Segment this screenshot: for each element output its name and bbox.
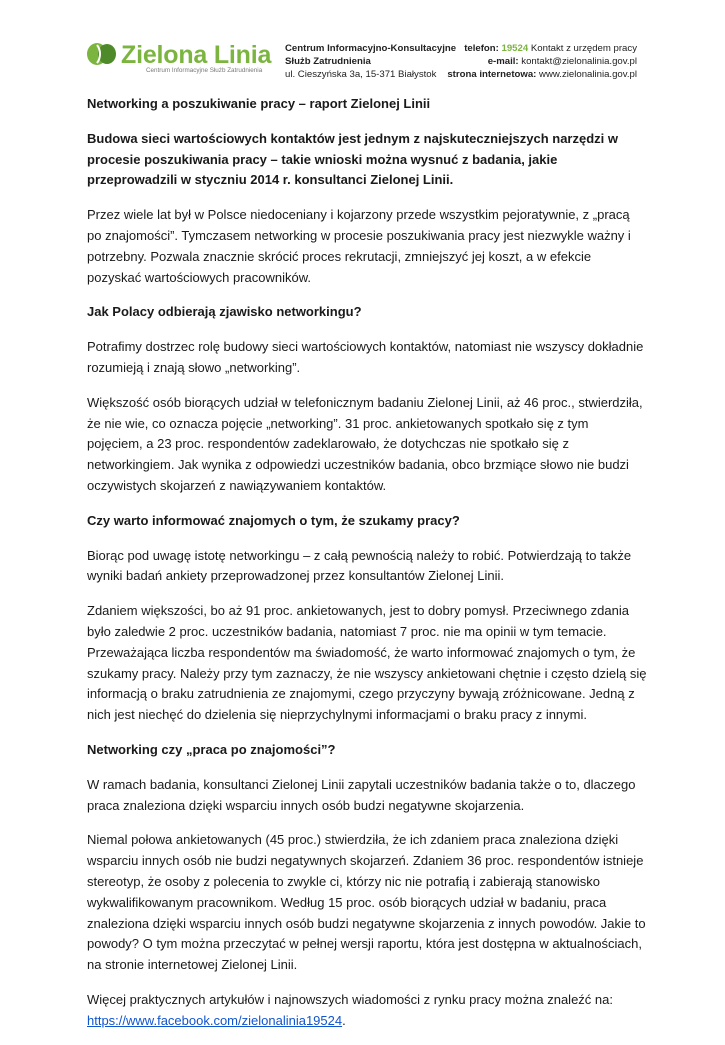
- phone-text: Kontakt z urzędem pracy: [530, 43, 637, 54]
- paragraph: Niemal połowa ankietowanych (45 proc.) stwierdziła, że ich zdaniem praca znaleziona dzięki wsparciu innych osób nie budzi negatywnych skojarzeń. Zdaniem 36 proc. respondentów istnieje stereotyp, że osoby z polecenia to zwykle ci, którzy nic nie potrafią i zabierają stanowisko wykwalifikowanym pracownikom. Według 15 proc. osób biorących udział w badaniu, praca znaleziona dzięki wsparciu innych osób budzi negatywne skojarzenia z innych powodów. Jakie to powody? O tym można przeczytać w pełnej wersji raportu, która jest dostępna w aktualnościach, na stronie internetowej Zielonej Linii.: [87, 832, 646, 973]
- paragraph: Zdaniem większości, bo aż 91 proc. ankietowanych, jest to dobry pomysł. Przeciwnego zdania było zaledwie 2 proc. uczestników badania, natomiast 7 proc. nie ma opinii w tym temacie. Przeważająca liczba respondentów ma świadomość, że warto informować znajomych o tym, że szukamy pracy. Należy przy tym zaznaczy, że nie wszyscy ankietowani chętnie i często dzielą się informacją o braku zatrudnienia ze znajomymi, czego przyczyny bywają zróżnicowane. Jedną z nich jest niechęć do dzielenia się nieprzychylnymi informacjami o braku pracy z innymi.: [87, 603, 647, 723]
- zielona-linia-logo: [86, 40, 276, 76]
- website-label: strona internetowa:: [447, 69, 537, 80]
- email-line: [447, 55, 637, 68]
- organization-block: [285, 42, 456, 81]
- email-label: e-mail:: [487, 56, 519, 67]
- article-title: Networking a poszukiwanie pracy – raport Zielonej Linii: [87, 96, 431, 111]
- section-heading: Networking czy „praca po znajomości”?: [87, 741, 336, 757]
- email-value: kontakt@zielonalinia.gov.pl: [521, 56, 637, 67]
- letterhead: [0, 0, 725, 90]
- paragraph: Przez wiele lat był w Polsce niedoceniany i kojarzony przede wszystkim pejoratywnie, z „pracą po znajomości”. Tymczasem networking w procesie poszukiwania pracy jest niezwykle ważny i potrzebny. Pozwala znacznie skrócić proces rekrutacji, zmniejszyć jej koszt, a w efekcie pozyskać wartościowych pracowników.: [87, 207, 631, 285]
- paragraph: Potrafimy dostrzec rolę budowy sieci wartościowych kontaktów, natomiast nie wszyscy dokładnie rozumieją i znają słowo „networking”.: [87, 339, 644, 375]
- section-heading: Czy warto informować znajomych o tym, że szukamy pracy?: [87, 512, 460, 528]
- paragraph: W ramach badania, konsultanci Zielonej Linii zapytali uczestników badania także o to, dlaczego praca znaleziona dzięki wsparciu innych osób budzi negatywne skojarzenia.: [87, 776, 636, 813]
- logo-text: Zielona Linia: [121, 41, 272, 69]
- paragraph: Biorąc pod uwagę istotę networkingu – z całą pewnością należy to robić. Potwierdzają to także wyniki badań ankiety przeprowadzonej przez konsultantów Zielonej Linii.: [87, 547, 632, 584]
- logo-subtitle: Centrum Informacyjne Służb Zatrudnienia: [146, 67, 263, 74]
- facebook-link[interactable]: https://www.facebook.com/zielonalinia19524: [87, 1012, 343, 1028]
- phone-label: telefon:: [464, 43, 499, 54]
- closing-text: Więcej praktycznych artykułów i najnowszych wiadomości z rynku pracy można znaleźć na:: [87, 991, 613, 1007]
- article-lead: Budowa sieci wartościowych kontaktów jest jednym z najskuteczniejszych narzędzi w procesie poszukiwania pracy – takie wnioski można wysnuć z badania, jakie przeprowadzili w styczniu 2014 r. konsultanci Zielonej Linii.: [87, 130, 618, 188]
- org-name-line2: Służb Zatrudnienia: [285, 56, 371, 67]
- website-line: [447, 68, 637, 81]
- contact-block: [447, 42, 637, 81]
- link-suffix: .: [342, 1012, 346, 1028]
- org-address: ul. Cieszyńska 3a, 15-371 Białystok: [285, 69, 437, 80]
- logo-leaf-icon: [86, 42, 118, 66]
- closing-paragraph: [87, 990, 647, 1032]
- article-body: [87, 94, 647, 1045]
- phone-line: [447, 42, 637, 55]
- section-heading: Jak Polacy odbierają zjawisko networkingu?: [87, 304, 362, 320]
- org-name-line1: Centrum Informacyjno-Konsultacyjne: [285, 43, 457, 54]
- phone-number: 19524: [501, 43, 529, 54]
- website-value: www.zielonalinia.gov.pl: [539, 69, 637, 80]
- paragraph: Większość osób biorących udział w telefonicznym badaniu Zielonej Linii, aż 46 proc., stwierdziła, że nie wie, co oznacza pojęcie „networking”. 31 proc. ankietowanych spotkało się z tym pojęciem, a 23 proc. respondentów zadeklarowało, że dotychczas nie spotkało się z networkingiem. Jak wynika z odpowiedzi uczestników badania, obco brzmiące słowo nie budzi oczywistych skojarzeń z nawiązywaniem kontaktów.: [87, 394, 643, 493]
